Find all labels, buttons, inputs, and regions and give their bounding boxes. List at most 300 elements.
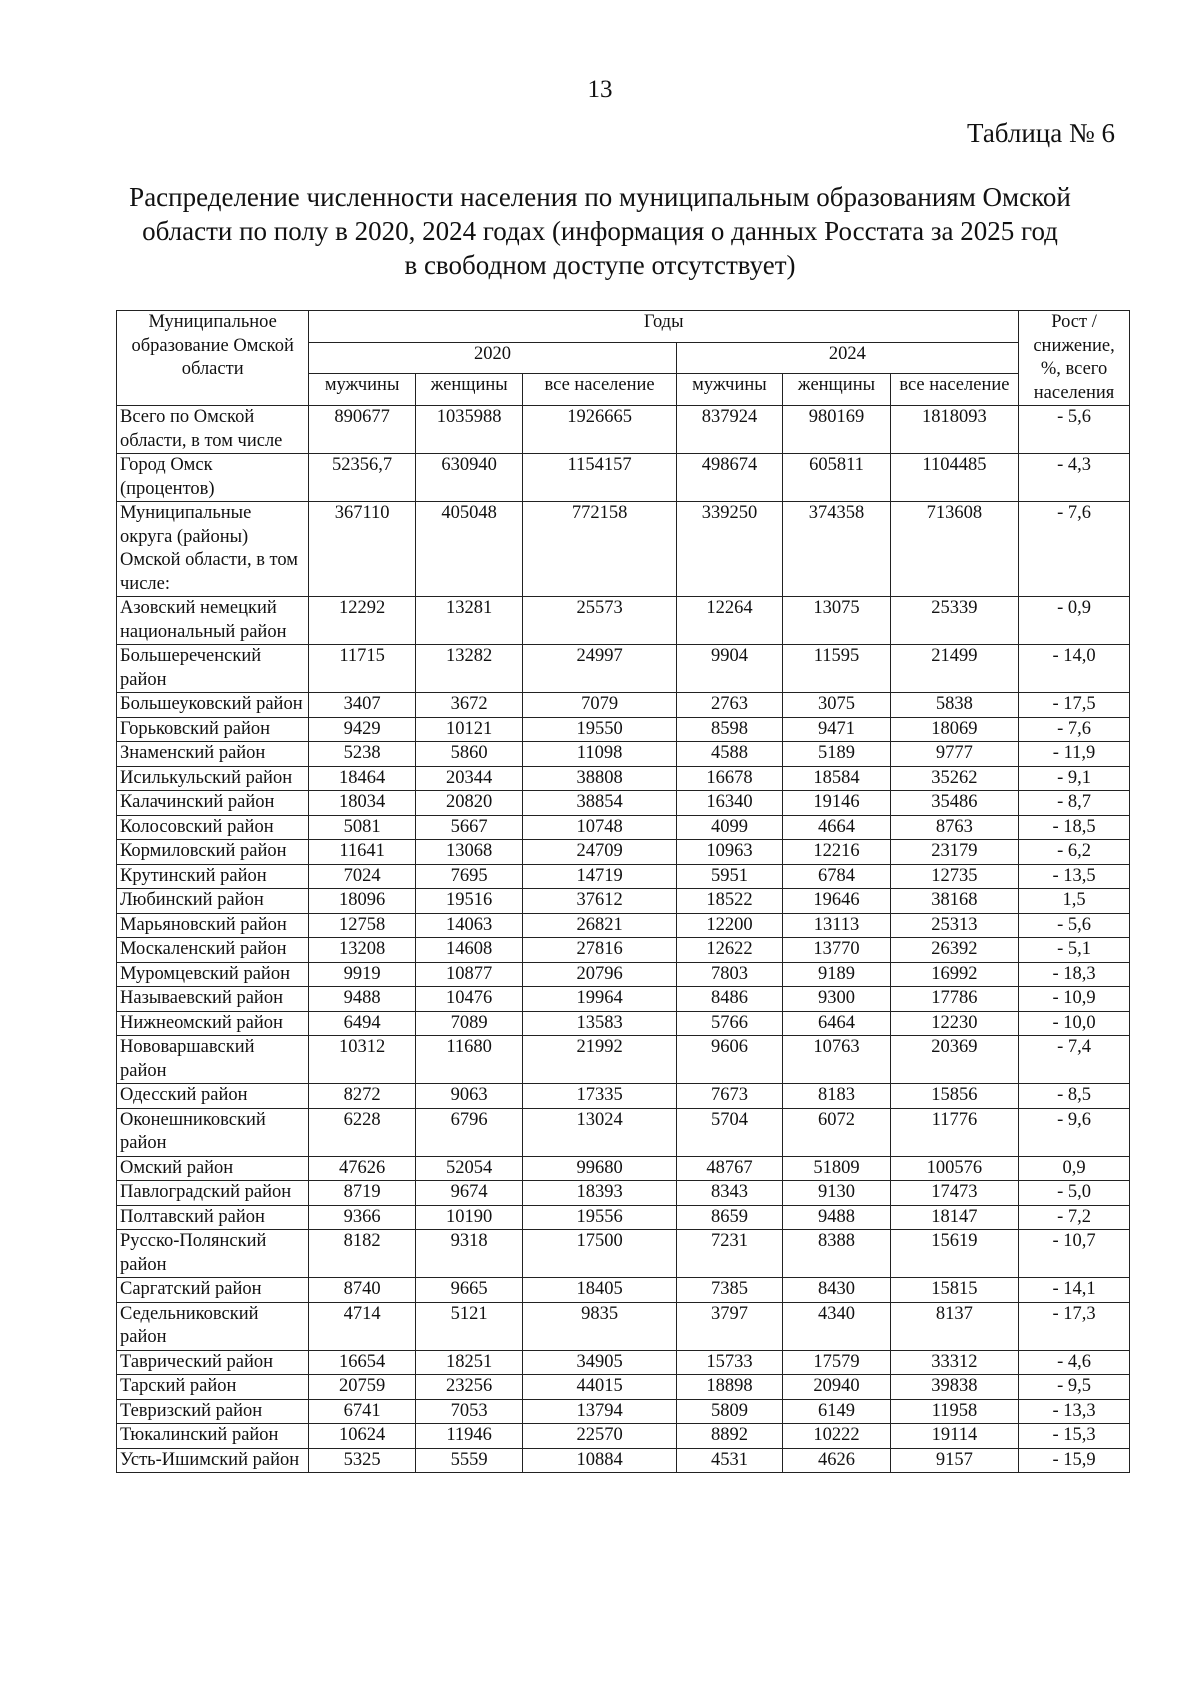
table-row bbox=[117, 1036, 1130, 1084]
table-row bbox=[117, 987, 1130, 1012]
row-name: Муромцевский район bbox=[117, 962, 309, 987]
cell-t24: 33312 bbox=[890, 1350, 1018, 1375]
cell-g: 0,9 bbox=[1019, 1156, 1130, 1181]
table-row bbox=[117, 406, 1130, 454]
table-row bbox=[117, 913, 1130, 938]
cell-m24: 3797 bbox=[676, 1302, 783, 1350]
cell-w24: 13770 bbox=[783, 938, 891, 963]
cell-t20: 18405 bbox=[523, 1278, 676, 1303]
cell-w24: 6784 bbox=[783, 864, 891, 889]
cell-t20: 22570 bbox=[523, 1424, 676, 1449]
cell-m24: 837924 bbox=[676, 406, 783, 454]
cell-w20: 23256 bbox=[415, 1375, 523, 1400]
header-growth: Рост / снижение, %, всего населения bbox=[1019, 311, 1130, 406]
table-label: Таблица № 6 bbox=[967, 118, 1115, 148]
table-row bbox=[117, 815, 1130, 840]
row-name: Азовский немецкий национальный район bbox=[117, 597, 309, 645]
table-row bbox=[117, 1156, 1130, 1181]
header-total-2024: все население bbox=[890, 374, 1018, 406]
cell-m20: 13208 bbox=[309, 938, 416, 963]
row-name: Называевский район bbox=[117, 987, 309, 1012]
cell-w20: 405048 bbox=[415, 502, 523, 597]
row-name: Горьковский район bbox=[117, 717, 309, 742]
cell-t20: 17500 bbox=[523, 1230, 676, 1278]
cell-t20: 7079 bbox=[523, 693, 676, 718]
cell-t24: 21499 bbox=[890, 645, 1018, 693]
row-name: Всего по Омской области, в том числе bbox=[117, 406, 309, 454]
cell-t24: 35486 bbox=[890, 791, 1018, 816]
row-name: Большеуковский район bbox=[117, 693, 309, 718]
cell-g: - 0,9 bbox=[1019, 597, 1130, 645]
cell-m20: 5238 bbox=[309, 742, 416, 767]
cell-t20: 13024 bbox=[523, 1108, 676, 1156]
cell-t20: 772158 bbox=[523, 502, 676, 597]
cell-g: - 8,5 bbox=[1019, 1084, 1130, 1109]
cell-m20: 20759 bbox=[309, 1375, 416, 1400]
row-name: Полтавский район bbox=[117, 1205, 309, 1230]
cell-g: - 9,5 bbox=[1019, 1375, 1130, 1400]
cell-m20: 8740 bbox=[309, 1278, 416, 1303]
cell-t24: 26392 bbox=[890, 938, 1018, 963]
cell-w24: 10763 bbox=[783, 1036, 891, 1084]
table-row bbox=[117, 1108, 1130, 1156]
cell-t24: 18069 bbox=[890, 717, 1018, 742]
cell-g: - 11,9 bbox=[1019, 742, 1130, 767]
cell-m20: 12758 bbox=[309, 913, 416, 938]
cell-g: - 10,0 bbox=[1019, 1011, 1130, 1036]
table-row bbox=[117, 597, 1130, 645]
cell-w20: 9665 bbox=[415, 1278, 523, 1303]
table-row bbox=[117, 742, 1130, 767]
cell-m20: 47626 bbox=[309, 1156, 416, 1181]
cell-m20: 11641 bbox=[309, 840, 416, 865]
table-row bbox=[117, 791, 1130, 816]
cell-w20: 7053 bbox=[415, 1399, 523, 1424]
cell-t20: 38808 bbox=[523, 766, 676, 791]
row-name: Омский район bbox=[117, 1156, 309, 1181]
cell-t20: 27816 bbox=[523, 938, 676, 963]
cell-m24: 8343 bbox=[676, 1181, 783, 1206]
population-table bbox=[116, 310, 1130, 1473]
cell-w24: 8430 bbox=[783, 1278, 891, 1303]
cell-w24: 605811 bbox=[783, 454, 891, 502]
row-name: Москаленский район bbox=[117, 938, 309, 963]
header-years: Годы bbox=[309, 311, 1019, 343]
cell-m24: 10963 bbox=[676, 840, 783, 865]
title-line: в свободном доступе отсутствует) bbox=[404, 250, 796, 280]
cell-w20: 20344 bbox=[415, 766, 523, 791]
cell-t24: 15619 bbox=[890, 1230, 1018, 1278]
row-name: Любинский район bbox=[117, 889, 309, 914]
cell-m20: 8182 bbox=[309, 1230, 416, 1278]
cell-g: - 5,6 bbox=[1019, 406, 1130, 454]
cell-t24: 12230 bbox=[890, 1011, 1018, 1036]
row-name: Марьяновский район bbox=[117, 913, 309, 938]
cell-t20: 10748 bbox=[523, 815, 676, 840]
cell-m24: 15733 bbox=[676, 1350, 783, 1375]
cell-g: - 18,5 bbox=[1019, 815, 1130, 840]
cell-w24: 374358 bbox=[783, 502, 891, 597]
cell-t20: 1926665 bbox=[523, 406, 676, 454]
cell-m20: 9366 bbox=[309, 1205, 416, 1230]
cell-t24: 8763 bbox=[890, 815, 1018, 840]
cell-w20: 7089 bbox=[415, 1011, 523, 1036]
table-row bbox=[117, 1375, 1130, 1400]
cell-t20: 26821 bbox=[523, 913, 676, 938]
row-name: Муниципальные округа (районы) Омской области, в том числе: bbox=[117, 502, 309, 597]
row-name: Тевризский район bbox=[117, 1399, 309, 1424]
cell-w20: 5121 bbox=[415, 1302, 523, 1350]
cell-w24: 9189 bbox=[783, 962, 891, 987]
row-name: Тарский район bbox=[117, 1375, 309, 1400]
cell-g: - 7,6 bbox=[1019, 717, 1130, 742]
cell-g: - 4,6 bbox=[1019, 1350, 1130, 1375]
table-row bbox=[117, 1084, 1130, 1109]
cell-g: - 10,7 bbox=[1019, 1230, 1130, 1278]
row-name: Саргатский район bbox=[117, 1278, 309, 1303]
row-name: Кормиловский район bbox=[117, 840, 309, 865]
cell-w24: 20940 bbox=[783, 1375, 891, 1400]
cell-m24: 18898 bbox=[676, 1375, 783, 1400]
cell-m20: 3407 bbox=[309, 693, 416, 718]
cell-g: - 13,5 bbox=[1019, 864, 1130, 889]
cell-g: - 15,3 bbox=[1019, 1424, 1130, 1449]
cell-m24: 12200 bbox=[676, 913, 783, 938]
cell-t20: 24709 bbox=[523, 840, 676, 865]
cell-t24: 5838 bbox=[890, 693, 1018, 718]
cell-w20: 7695 bbox=[415, 864, 523, 889]
cell-m20: 890677 bbox=[309, 406, 416, 454]
cell-g: - 13,3 bbox=[1019, 1399, 1130, 1424]
cell-m24: 5809 bbox=[676, 1399, 783, 1424]
cell-m24: 9606 bbox=[676, 1036, 783, 1084]
row-name: Крутинский район bbox=[117, 864, 309, 889]
table-row bbox=[117, 717, 1130, 742]
row-name: Седельниковский район bbox=[117, 1302, 309, 1350]
cell-t20: 13794 bbox=[523, 1399, 676, 1424]
cell-m24: 9904 bbox=[676, 645, 783, 693]
cell-g: - 9,1 bbox=[1019, 766, 1130, 791]
cell-m20: 6494 bbox=[309, 1011, 416, 1036]
table-row bbox=[117, 766, 1130, 791]
cell-w20: 5860 bbox=[415, 742, 523, 767]
cell-t24: 100576 bbox=[890, 1156, 1018, 1181]
cell-t20: 19556 bbox=[523, 1205, 676, 1230]
cell-w24: 19146 bbox=[783, 791, 891, 816]
cell-w20: 14063 bbox=[415, 913, 523, 938]
cell-m20: 18096 bbox=[309, 889, 416, 914]
cell-t20: 17335 bbox=[523, 1084, 676, 1109]
header-men-2020: мужчины bbox=[309, 374, 416, 406]
cell-t20: 99680 bbox=[523, 1156, 676, 1181]
table-row bbox=[117, 1448, 1130, 1473]
table-row bbox=[117, 1302, 1130, 1350]
header-year-2020: 2020 bbox=[309, 342, 676, 374]
cell-t24: 35262 bbox=[890, 766, 1018, 791]
cell-t24: 11958 bbox=[890, 1399, 1018, 1424]
cell-m24: 16340 bbox=[676, 791, 783, 816]
cell-w24: 4626 bbox=[783, 1448, 891, 1473]
cell-g: - 17,3 bbox=[1019, 1302, 1130, 1350]
cell-t20: 21992 bbox=[523, 1036, 676, 1084]
cell-t24: 16992 bbox=[890, 962, 1018, 987]
cell-m20: 6741 bbox=[309, 1399, 416, 1424]
cell-g: - 5,6 bbox=[1019, 913, 1130, 938]
cell-t24: 9157 bbox=[890, 1448, 1018, 1473]
cell-w24: 8388 bbox=[783, 1230, 891, 1278]
document-title bbox=[100, 180, 1100, 282]
cell-w24: 11595 bbox=[783, 645, 891, 693]
cell-t20: 18393 bbox=[523, 1181, 676, 1206]
cell-w24: 9300 bbox=[783, 987, 891, 1012]
cell-w24: 10222 bbox=[783, 1424, 891, 1449]
cell-w20: 10476 bbox=[415, 987, 523, 1012]
cell-t20: 9835 bbox=[523, 1302, 676, 1350]
cell-g: - 9,6 bbox=[1019, 1108, 1130, 1156]
cell-m24: 12264 bbox=[676, 597, 783, 645]
cell-m20: 8719 bbox=[309, 1181, 416, 1206]
cell-w20: 10877 bbox=[415, 962, 523, 987]
cell-m24: 7673 bbox=[676, 1084, 783, 1109]
cell-w24: 3075 bbox=[783, 693, 891, 718]
cell-t20: 37612 bbox=[523, 889, 676, 914]
cell-m24: 7231 bbox=[676, 1230, 783, 1278]
cell-t24: 18147 bbox=[890, 1205, 1018, 1230]
cell-w20: 10121 bbox=[415, 717, 523, 742]
table-row bbox=[117, 693, 1130, 718]
cell-m20: 18034 bbox=[309, 791, 416, 816]
page-number: 13 bbox=[587, 76, 613, 103]
row-name: Нижнеомский район bbox=[117, 1011, 309, 1036]
cell-m20: 9488 bbox=[309, 987, 416, 1012]
table-row bbox=[117, 1278, 1130, 1303]
cell-w24: 51809 bbox=[783, 1156, 891, 1181]
cell-t20: 14719 bbox=[523, 864, 676, 889]
cell-w24: 6464 bbox=[783, 1011, 891, 1036]
table-row bbox=[117, 1230, 1130, 1278]
cell-g: - 7,4 bbox=[1019, 1036, 1130, 1084]
cell-t24: 23179 bbox=[890, 840, 1018, 865]
cell-t24: 15856 bbox=[890, 1084, 1018, 1109]
cell-m20: 11715 bbox=[309, 645, 416, 693]
cell-m24: 339250 bbox=[676, 502, 783, 597]
cell-w24: 12216 bbox=[783, 840, 891, 865]
cell-m20: 12292 bbox=[309, 597, 416, 645]
cell-m20: 10624 bbox=[309, 1424, 416, 1449]
table-row bbox=[117, 889, 1130, 914]
cell-w20: 630940 bbox=[415, 454, 523, 502]
cell-t24: 25339 bbox=[890, 597, 1018, 645]
cell-m24: 498674 bbox=[676, 454, 783, 502]
header-men-2024: мужчины bbox=[676, 374, 783, 406]
table-row bbox=[117, 1399, 1130, 1424]
table-row bbox=[117, 962, 1130, 987]
cell-w24: 9130 bbox=[783, 1181, 891, 1206]
table-row bbox=[117, 502, 1130, 597]
cell-t24: 17473 bbox=[890, 1181, 1018, 1206]
cell-g: - 5,1 bbox=[1019, 938, 1130, 963]
cell-m24: 8659 bbox=[676, 1205, 783, 1230]
table-body bbox=[117, 406, 1130, 1473]
cell-g: - 15,9 bbox=[1019, 1448, 1130, 1473]
cell-t24: 20369 bbox=[890, 1036, 1018, 1084]
cell-w24: 980169 bbox=[783, 406, 891, 454]
cell-w20: 9318 bbox=[415, 1230, 523, 1278]
row-name: Исилькульский район bbox=[117, 766, 309, 791]
cell-w24: 13113 bbox=[783, 913, 891, 938]
cell-t24: 17786 bbox=[890, 987, 1018, 1012]
cell-w20: 13282 bbox=[415, 645, 523, 693]
cell-m20: 7024 bbox=[309, 864, 416, 889]
cell-t20: 25573 bbox=[523, 597, 676, 645]
header-year-2024: 2024 bbox=[676, 342, 1018, 374]
table-row bbox=[117, 454, 1130, 502]
cell-t24: 11776 bbox=[890, 1108, 1018, 1156]
cell-w24: 13075 bbox=[783, 597, 891, 645]
cell-w20: 9063 bbox=[415, 1084, 523, 1109]
row-name: Русско-Полянский район bbox=[117, 1230, 309, 1278]
row-name: Тюкалинский район bbox=[117, 1424, 309, 1449]
cell-m20: 5325 bbox=[309, 1448, 416, 1473]
row-name: Павлоградский район bbox=[117, 1181, 309, 1206]
cell-w24: 6149 bbox=[783, 1399, 891, 1424]
row-name: Колосовский район bbox=[117, 815, 309, 840]
cell-w20: 18251 bbox=[415, 1350, 523, 1375]
header-total-2020: все население bbox=[523, 374, 676, 406]
row-name: Нововаршавский район bbox=[117, 1036, 309, 1084]
cell-t24: 39838 bbox=[890, 1375, 1018, 1400]
row-name: Одесский район bbox=[117, 1084, 309, 1109]
cell-t20: 24997 bbox=[523, 645, 676, 693]
cell-m24: 2763 bbox=[676, 693, 783, 718]
cell-w24: 18584 bbox=[783, 766, 891, 791]
cell-w24: 5189 bbox=[783, 742, 891, 767]
cell-w24: 8183 bbox=[783, 1084, 891, 1109]
cell-w24: 17579 bbox=[783, 1350, 891, 1375]
cell-m24: 18522 bbox=[676, 889, 783, 914]
cell-t20: 11098 bbox=[523, 742, 676, 767]
row-name: Город Омск (процентов) bbox=[117, 454, 309, 502]
cell-t24: 15815 bbox=[890, 1278, 1018, 1303]
cell-t24: 19114 bbox=[890, 1424, 1018, 1449]
cell-m24: 48767 bbox=[676, 1156, 783, 1181]
cell-t20: 20796 bbox=[523, 962, 676, 987]
header-women-2024: женщины bbox=[783, 374, 891, 406]
header-entity: Муниципальное образование Омской области bbox=[117, 311, 309, 406]
cell-t20: 19964 bbox=[523, 987, 676, 1012]
cell-g: - 14,1 bbox=[1019, 1278, 1130, 1303]
cell-m24: 5951 bbox=[676, 864, 783, 889]
table-row bbox=[117, 1011, 1130, 1036]
cell-m24: 12622 bbox=[676, 938, 783, 963]
table-row bbox=[117, 840, 1130, 865]
row-name: Оконешниковский район bbox=[117, 1108, 309, 1156]
cell-m24: 7385 bbox=[676, 1278, 783, 1303]
cell-t24: 8137 bbox=[890, 1302, 1018, 1350]
cell-g: - 18,3 bbox=[1019, 962, 1130, 987]
cell-g: - 14,0 bbox=[1019, 645, 1130, 693]
row-name: Калачинский район bbox=[117, 791, 309, 816]
cell-w20: 5667 bbox=[415, 815, 523, 840]
cell-t20: 10884 bbox=[523, 1448, 676, 1473]
cell-g: - 7,2 bbox=[1019, 1205, 1130, 1230]
cell-m24: 8486 bbox=[676, 987, 783, 1012]
cell-m24: 7803 bbox=[676, 962, 783, 987]
row-name: Таврический район bbox=[117, 1350, 309, 1375]
cell-m20: 367110 bbox=[309, 502, 416, 597]
cell-w20: 14608 bbox=[415, 938, 523, 963]
cell-t20: 13583 bbox=[523, 1011, 676, 1036]
cell-g: - 4,3 bbox=[1019, 454, 1130, 502]
cell-t20: 1154157 bbox=[523, 454, 676, 502]
cell-w20: 3672 bbox=[415, 693, 523, 718]
row-name: Усть-Ишимский район bbox=[117, 1448, 309, 1473]
cell-m24: 4531 bbox=[676, 1448, 783, 1473]
cell-m20: 16654 bbox=[309, 1350, 416, 1375]
cell-m20: 18464 bbox=[309, 766, 416, 791]
cell-w20: 20820 bbox=[415, 791, 523, 816]
cell-m24: 4588 bbox=[676, 742, 783, 767]
cell-t20: 44015 bbox=[523, 1375, 676, 1400]
cell-w24: 9488 bbox=[783, 1205, 891, 1230]
cell-t20: 38854 bbox=[523, 791, 676, 816]
table-row bbox=[117, 645, 1130, 693]
header-women-2020: женщины bbox=[415, 374, 523, 406]
cell-t24: 12735 bbox=[890, 864, 1018, 889]
cell-m24: 8598 bbox=[676, 717, 783, 742]
cell-t24: 25313 bbox=[890, 913, 1018, 938]
cell-w20: 13281 bbox=[415, 597, 523, 645]
cell-g: - 7,6 bbox=[1019, 502, 1130, 597]
cell-m24: 4099 bbox=[676, 815, 783, 840]
cell-w20: 1035988 bbox=[415, 406, 523, 454]
cell-m24: 5704 bbox=[676, 1108, 783, 1156]
cell-m20: 9429 bbox=[309, 717, 416, 742]
cell-w24: 4340 bbox=[783, 1302, 891, 1350]
cell-m20: 6228 bbox=[309, 1108, 416, 1156]
cell-w20: 5559 bbox=[415, 1448, 523, 1473]
cell-w24: 4664 bbox=[783, 815, 891, 840]
cell-t24: 713608 bbox=[890, 502, 1018, 597]
table-row bbox=[117, 1424, 1130, 1449]
table-row bbox=[117, 1181, 1130, 1206]
cell-w20: 13068 bbox=[415, 840, 523, 865]
cell-m20: 5081 bbox=[309, 815, 416, 840]
cell-w20: 19516 bbox=[415, 889, 523, 914]
cell-g: - 5,0 bbox=[1019, 1181, 1130, 1206]
cell-t24: 1104485 bbox=[890, 454, 1018, 502]
row-name: Большереченский район bbox=[117, 645, 309, 693]
table-row bbox=[117, 1350, 1130, 1375]
cell-m24: 5766 bbox=[676, 1011, 783, 1036]
cell-g: - 10,9 bbox=[1019, 987, 1130, 1012]
cell-m20: 9919 bbox=[309, 962, 416, 987]
table-row bbox=[117, 938, 1130, 963]
cell-g: 1,5 bbox=[1019, 889, 1130, 914]
cell-g: - 6,2 bbox=[1019, 840, 1130, 865]
cell-w24: 6072 bbox=[783, 1108, 891, 1156]
cell-t24: 1818093 bbox=[890, 406, 1018, 454]
cell-t20: 34905 bbox=[523, 1350, 676, 1375]
cell-w20: 6796 bbox=[415, 1108, 523, 1156]
cell-m20: 10312 bbox=[309, 1036, 416, 1084]
cell-m24: 16678 bbox=[676, 766, 783, 791]
cell-g: - 8,7 bbox=[1019, 791, 1130, 816]
cell-m20: 4714 bbox=[309, 1302, 416, 1350]
cell-t24: 38168 bbox=[890, 889, 1018, 914]
cell-w20: 11946 bbox=[415, 1424, 523, 1449]
cell-w20: 11680 bbox=[415, 1036, 523, 1084]
